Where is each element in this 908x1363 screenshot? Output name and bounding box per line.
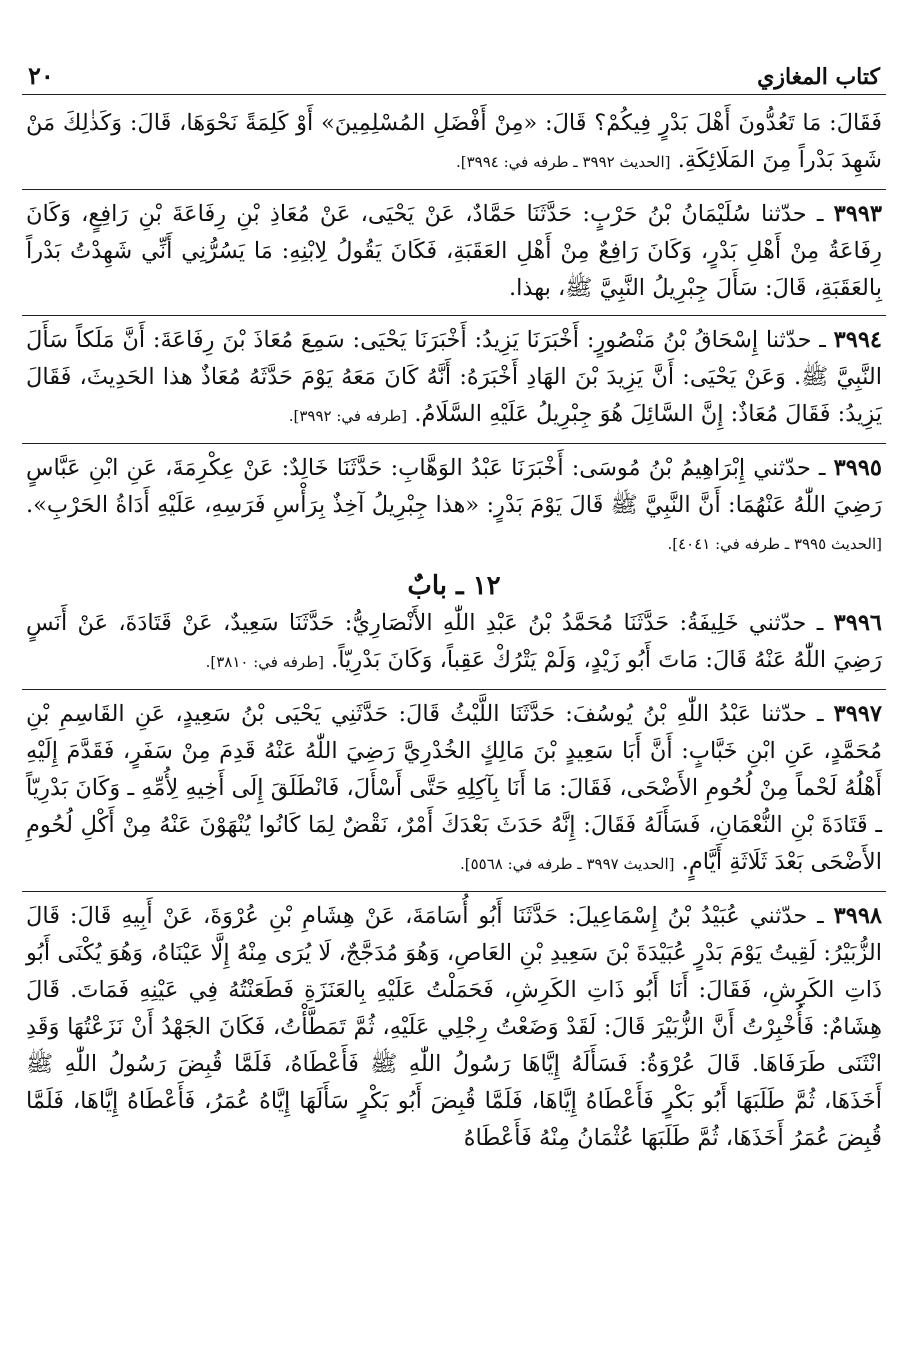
hadith-number: ٣٩٩٦ [833,610,882,636]
hadith-text: حدّثنا إِسْحَاقُ بْنُ مَنْصُورٍ: أَخْبَرَنَا يَزِيدُ: أَخْبَرَنَا يَحْيَى: سَمِعَ مُعَاذَ بْنَ رِفَاعَةَ: أَنَّ مَلَكاً سَأَلَ النَّبِيَّ ﷺ. وَعَنْ يَحْيَى: أَنَّ يَزِيدَ بْنَ الهَادِ أَخْبَرَهُ: أَنَّهُ كَانَ مَعَهُ يَوْمَ حَدَّثَهُ مُعَاذٌ هذا الحَدِيثَ، فَقَالَ يَزِيدُ: فَقَالَ مُعَاذٌ: إِنَّ السَّائِلَ هُوَ جِبْرِيلُ عَلَيْهِ السَّلَامُ. [26,327,882,427]
cross-reference: [الحديث ٣٩٩٥ ـ طرفه في: ٤٠٤١]. [667,535,882,553]
hadith-number: ٣٩٩٥ [833,455,882,481]
hadith-text: حدّثنا سُلَيْمَانُ بْنُ حَرْبٍ: حَدَّثَنَا حَمَّادٌ، عَنْ يَحْيَى، عَنْ مُعَاذِ بْنِ رِفَاعَةَ بْنِ رَافِعٍ، وَكَانَ رِفَاعَةُ مِنْ أَهْلِ بَدْرٍ، وَكَانَ رَافِعٌ مِنْ أَهْلِ العَقَبَةِ، فَكَانَ يَقُولُ لِابْنِهِ: مَا يَسُرُّنِي أَنِّي شَهِدْتُ بَدْراً بِالعَقَبَةِ، قَالَ: سَأَلَ جِبْرِيلُ النَّبِيَّ ﷺ، بهذا. [26,201,882,301]
cross-reference: [الحديث ٣٩٩٢ ـ طرفه في: ٣٩٩٤]. [455,153,671,171]
hadith-3995: ٣٩٩٥ ـ حدّثني إِبْرَاهِيمُ بْنُ مُوسَى: أَخْبَرَنَا عَبْدُ الوَهَّابِ: حَدَّثَنَا خَالِدٌ: عَنْ عِكْرِمَةَ، عَنِ ابْنِ عَبَّاسٍ رَضِيَ اللّٰهُ عَنْهُمَا: أَنَّ النَّبِيَّ ﷺ قَالَ يَوْمَ بَدْرٍ: «هذا جِبْرِيلُ آخِذٌ بِرَأْسِ فَرَسِهِ، عَلَيْهِ أَدَاةُ الحَرْبِ». [الحديث ٣٩٩٥ ـ طرفه في: ٤٠٤١]. [26,455,882,553]
book-page [22,48,886,1157]
page-number: ٢٠ [28,61,54,90]
cross-reference: [الحديث ٣٩٩٧ ـ طرفه في: ٥٥٦٨]. [459,855,675,873]
hadith-number: ٣٩٩٣ [833,201,882,227]
hadith-number: ٣٩٩٧ [833,701,882,727]
hadith-continuation [22,105,886,181]
cross-reference: [طرفه في: ٣٩٩٢]. [288,407,408,425]
divider [22,315,886,316]
hadith-text: حدّثنا عَبْدُ اللّٰهِ بْنُ يُوسُفَ: حَدَّثَنَا اللَّيْثُ قَالَ: حَدَّثَنِي يَحْيَى بْنُ سَعِيدٍ، عَنِ القَاسِمِ بْنِ مُحَمَّدٍ، عَنِ ابْنِ خَبَّابٍ: أَنَّ أَبَا سَعِيدٍ بْنَ مَالِكٍ الخُدْرِيَّ رَضِيَ اللّٰهُ عَنْهُ قَدِمَ مِنْ سَفَرٍ، فَقَدَّمَ إِلَيْهِ أَهْلُهُ لَحْماً مِنْ لُحُومِ الأَضْحَى، فَقَالَ: مَا أَنَا بِآكِلِهِ حَتَّى أَسْأَلَ، فَانْطَلَقَ إِلَى أَخِيهِ لِأُمِّهِ ـ وَكَانَ بَدْرِيّاً ـ قَتَادَةَ بْنِ النُّعْمَانِ، فَسَأَلَهُ فَقَالَ: إِنَّهُ حَدَثَ بَعْدَكَ أَمْرٌ، نَقْضٌ لِمَا كَانُوا يُنْهَوْنَ عَنْهُ مِنْ أَكْلِ لُحُومِ الأَضْحَى بَعْدَ ثَلَاثَةِ أَيَّامٍ. [26,701,882,875]
divider [22,189,886,190]
divider [22,891,886,892]
hadith-text: حدّثني إِبْرَاهِيمُ بْنُ مُوسَى: أَخْبَرَنَا عَبْدُ الوَهَّابِ: حَدَّثَنَا خَالِدٌ: عَنْ عِكْرِمَةَ، عَنِ ابْنِ عَبَّاسٍ رَضِيَ اللّٰهُ عَنْهُمَا: أَنَّ النَّبِيَّ ﷺ قَالَ يَوْمَ بَدْرٍ: «هذا جِبْرِيلُ آخِذٌ بِرَأْسِ فَرَسِهِ، عَلَيْهِ أَدَاةُ الحَرْبِ». [26,455,882,518]
divider [22,443,886,444]
hadith-text: حدّثني خَلِيفَةُ: حَدَّثَنَا مُحَمَّدُ بْنُ عَبْدِ اللّٰهِ الأَنْصَارِيُّ: حَدَّثَنَا سَعِيدٌ، عَنْ قَتَادَةَ، عَنْ أَنَسٍ رَضِيَ اللّٰهُ عَنْهُ قَالَ: مَاتَ أَبُو زَيْدٍ، وَلَمْ يَتْرُكْ عَقِباً، وَكَانَ بَدْرِيّاً. [26,610,882,673]
hadith-text: فَقَالَ: مَا تَعُدُّونَ أَهْلَ بَدْرٍ فِيكُمْ؟ قَالَ: «مِنْ أَفْضَلِ المُسْلِمِينَ» أَوْ كَلِمَةً نَحْوَهَا، قَالَ: وَكَذٰلِكَ مَنْ شَهِدَ بَدْراً مِنَ المَلَائِكَةِ. [26,110,882,173]
hadith-3998: ٣٩٩٨ ـ حدّثني عُبَيْدُ بْنُ إِسْمَاعِيلَ: حَدَّثَنَا أَبُو أُسَامَةَ، عَنْ هِشَامِ بْنِ عُرْوَةَ، عَنْ أَبِيهِ قَالَ: قَالَ الزُّبَيْرُ: لَقِيتُ يَوْمَ بَدْرٍ عُبَيْدَةَ بْنَ سَعِيدِ بْنِ العَاصِ، وَهُوَ مُدَجَّجٌ، لَا يُرَى مِنْهُ إِلَّا عَيْنَاهُ، وَهُوَ يُكْنَى أَبُو ذَاتِ الكَرِشِ، فَقَالَ: أَنَا أَبُو ذَاتِ الكَرِشِ، فَحَمَلْتُ عَلَيْهِ بِالعَنَزَةِ فَطَعَنْتُهُ فِي عَيْنِهِ فَمَاتَ. قَالَ هِشَامٌ: فَأُخْبِرْتُ أَنَّ الزُّبَيْرَ قَالَ: لَقَدْ وَضَعْتُ رِجْلِي عَلَيْهِ، ثُمَّ تَمَطَّأْتُ، فَكَانَ الجَهْدُ أَنْ نَزَعْتُهَا وَقَدِ انْثَنَى طَرَفَاهَا. قَالَ عُرْوَةُ: فَسَأَلَهُ إِيَّاهَا رَسُولُ اللّٰهِ ﷺ فَأَعْطَاهُ، فَلَمَّا قُبِضَ رَسُولُ اللّٰهِ ﷺ أَخَذَهَا، ثُمَّ طَلَبَهَا أَبُو بَكْرٍ فَأَعْطَاهُ إِيَّاهَا، فَلَمَّا قُبِضَ أَبُو بَكْرٍ سَأَلَهَا إِيَّاهُ عُمَرُ، فَأَعْطَاهُ إِيَّاهَا، فَلَمَّا قُبِضَ عُمَرُ أَخَذَهَا، ثُمَّ طَلَبَهَا عُثْمَانُ مِنْهُ فَأَعْطَاهُ [26,903,882,1151]
hadith-number: ٣٩٩٤ [833,327,882,353]
hadith-number: ٣٩٩٨ [833,903,882,929]
divider [22,689,886,690]
page-header [22,48,886,95]
hadith-text: حدّثني عُبَيْدُ بْنُ إِسْمَاعِيلَ: حَدَّثَنَا أَبُو أُسَامَةَ، عَنْ هِشَامِ بْنِ عُرْوَةَ، عَنْ أَبِيهِ قَالَ: قَالَ الزُّبَيْرُ: لَقِيتُ يَوْمَ بَدْرٍ عُبَيْدَةَ بْنَ سَعِيدِ بْنِ العَاصِ، وَهُوَ مُدَجَّجٌ، لَا يُرَى مِنْهُ إِلَّا عَيْنَاهُ، وَهُوَ يُكْنَى أَبُو ذَاتِ الكَرِشِ، فَقَالَ: أَنَا أَبُو ذَاتِ الكَرِشِ، فَحَمَلْتُ عَلَيْهِ بِالعَنَزَةِ فَطَعَنْتُهُ فِي عَيْنِهِ فَمَاتَ. قَالَ هِشَامٌ: فَأُخْبِرْتُ أَنَّ الزُّبَيْرَ قَالَ: لَقَدْ وَضَعْتُ رِجْلِي عَلَيْهِ، ثُمَّ تَمَطَّأْتُ، فَكَانَ الجَهْدُ أَنْ نَزَعْتُهَا وَقَدِ انْثَنَى طَرَفَاهَا. قَالَ عُرْوَةُ: فَسَأَلَهُ إِيَّاهَا رَسُولُ اللّٰهِ ﷺ فَأَعْطَاهُ، فَلَمَّا قُبِضَ رَسُولُ اللّٰهِ ﷺ أَخَذَهَا، ثُمَّ طَلَبَهَا أَبُو بَكْرٍ فَأَعْطَاهُ إِيَّاهَا، فَلَمَّا قُبِضَ أَبُو بَكْرٍ سَأَلَهَا إِيَّاهُ عُمَرُ، فَأَعْطَاهُ إِيَّاهَا، فَلَمَّا قُبِضَ عُمَرُ أَخَذَهَا، ثُمَّ طَلَبَهَا عُثْمَانُ مِنْهُ فَأَعْطَاهُ [26,903,882,1151]
book-title: كتاب المغازي [757,64,880,90]
hadith-3994: ٣٩٩٤ ـ حدّثنا إِسْحَاقُ بْنُ مَنْصُورٍ: أَخْبَرَنَا يَزِيدُ: أَخْبَرَنَا يَحْيَى: سَمِعَ مُعَاذَ بْنَ رِفَاعَةَ: أَنَّ مَلَكاً سَأَلَ النَّبِيَّ ﷺ. وَعَنْ يَحْيَى: أَنَّ يَزِيدَ بْنَ الهَادِ أَخْبَرَهُ: أَنَّهُ كَانَ مَعَهُ يَوْمَ حَدَّثَهُ مُعَاذٌ هذا الحَدِيثَ، فَقَالَ يَزِيدُ: فَقَالَ مُعَاذٌ: إِنَّ السَّائِلَ هُوَ جِبْرِيلُ عَلَيْهِ السَّلَامُ. [طرفه في: ٣٩٩٢]. [26,327,882,427]
hadith-3997: ٣٩٩٧ ـ حدّثنا عَبْدُ اللّٰهِ بْنُ يُوسُفَ: حَدَّثَنَا اللَّيْثُ قَالَ: حَدَّثَنِي يَحْيَى بْنُ سَعِيدٍ، عَنِ القَاسِمِ بْنِ مُحَمَّدٍ، عَنِ ابْنِ خَبَّابٍ: أَنَّ أَبَا سَعِيدٍ بْنَ مَالِكٍ الخُدْرِيَّ رَضِيَ اللّٰهُ عَنْهُ قَدِمَ مِنْ سَفَرٍ، فَقَدَّمَ إِلَيْهِ أَهْلُهُ لَحْماً مِنْ لُحُومِ الأَضْحَى، فَقَالَ: مَا أَنَا بِآكِلِهِ حَتَّى أَسْأَلَ، فَانْطَلَقَ إِلَى أَخِيهِ لِأُمِّهِ ـ وَكَانَ بَدْرِيّاً ـ قَتَادَةَ بْنِ النُّعْمَانِ، فَسَأَلَهُ فَقَالَ: إِنَّهُ حَدَثَ بَعْدَكَ أَمْرٌ، نَقْضٌ لِمَا كَانُوا يُنْهَوْنَ عَنْهُ مِنْ أَكْلِ لُحُومِ الأَضْحَى بَعْدَ ثَلَاثَةِ أَيَّامٍ. [الحديث ٣٩٩٧ ـ طرفه في: ٥٥٦٨]. [26,701,882,875]
hadith-3993: ٣٩٩٣ ـ حدّثنا سُلَيْمَانُ بْنُ حَرْبٍ: حَدَّثَنَا حَمَّادٌ، عَنْ يَحْيَى، عَنْ مُعَاذِ بْنِ رِفَاعَةَ بْنِ رَافِعٍ، وَكَانَ رِفَاعَةُ مِنْ أَهْلِ بَدْرٍ، وَكَانَ رَافِعٌ مِنْ أَهْلِ العَقَبَةِ، فَكَانَ يَقُولُ لِابْنِهِ: مَا يَسُرُّنِي أَنِّي شَهِدْتُ بَدْراً بِالعَقَبَةِ، قَالَ: سَأَلَ جِبْرِيلُ النَّبِيَّ ﷺ، بهذا. [26,201,882,301]
hadith-3996: ٣٩٩٦ ـ حدّثني خَلِيفَةُ: حَدَّثَنَا مُحَمَّدُ بْنُ عَبْدِ اللّٰهِ الأَنْصَارِيُّ: حَدَّثَنَا سَعِيدٌ، عَنْ قَتَادَةَ، عَنْ أَنَسٍ رَضِيَ اللّٰهُ عَنْهُ قَالَ: مَاتَ أَبُو زَيْدٍ، وَلَمْ يَتْرُكْ عَقِباً، وَكَانَ بَدْرِيّاً. [طرفه في: ٣٨١٠]. [26,610,882,673]
chapter-heading: ١٢ ـ بابٌ [407,571,501,601]
cross-reference: [طرفه في: ٣٨١٠]. [205,653,324,671]
